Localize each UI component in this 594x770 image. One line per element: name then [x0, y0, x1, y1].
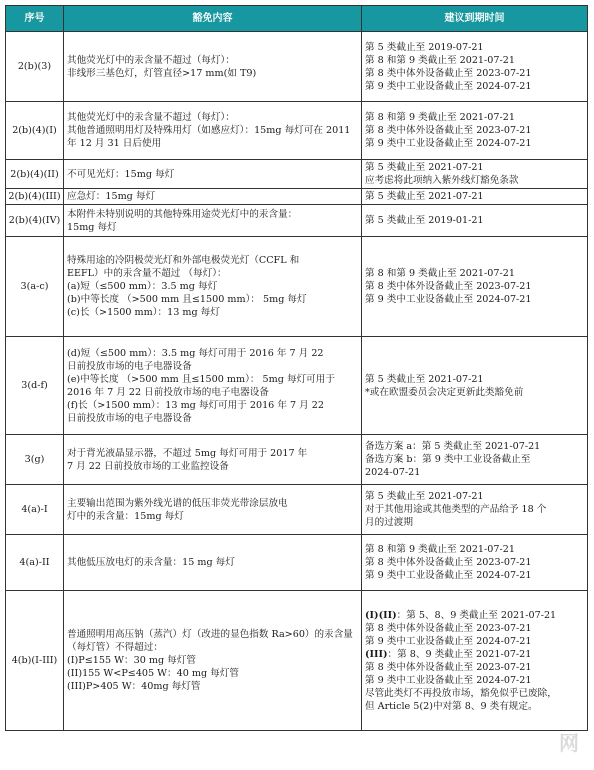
content-line: 应急灯：15mg 每灯	[67, 191, 156, 202]
content-line: 7 月 22 日前投放市场的工业监控设备	[67, 460, 229, 472]
content-line: 普通照明用高压钠（蒸汽）灯（改进的显色指数 Ra>60）的汞含量（每灯管）不得超过：	[67, 629, 353, 653]
expiry-line: 备选方案 a：第 5 类截止至 2021-07-21	[365, 441, 541, 452]
content-line: 日前投放市场的电子电器设备	[67, 360, 192, 372]
header-suggested-expiry: 建议到期时间	[362, 6, 588, 32]
row-number: 2(b)(3)	[6, 32, 64, 102]
content-line: 日前投放市场的电子电器设备	[67, 412, 192, 424]
expiry-line: 第 8 类中体外设备截止至 2023-07-21	[365, 622, 532, 634]
expiry-line: 第 8 和第 9 类截止至 2021-07-21	[365, 54, 515, 66]
table-body	[6, 32, 588, 731]
expiry-line: (III)：第 8、9 类截止至 2021-07-21	[365, 648, 532, 660]
exemption-content-cell	[64, 237, 362, 337]
table-row	[6, 435, 588, 485]
content-line: (b)中等长度 （>500 mm 且≤1500 mm）： 5mg 每灯	[67, 294, 307, 305]
exemption-table	[5, 5, 588, 731]
expiry-line: 第 8 类中体外设备截止至 2023-07-21	[365, 125, 532, 136]
content-line: 其他荧光灯中的汞含量不超过（每灯）：	[67, 54, 235, 66]
table-row	[6, 189, 588, 205]
exemption-content-cell	[64, 160, 362, 189]
row-number: 3(d-f)	[6, 337, 64, 435]
expiry-line: 第 5 类截止至 2021-07-21	[365, 162, 484, 173]
content-line: (c)长（>1500 mm）：13 mg 每灯	[67, 307, 220, 318]
content-line: 其他荧光灯中的汞含量不超过（每灯）：	[67, 112, 235, 123]
content-line: (a)短（≤500 mm）：3.5 mg 每灯	[67, 281, 218, 292]
expiry-line: 第 5 类截止至 2021-07-21	[365, 491, 484, 502]
exemption-content-cell	[64, 485, 362, 535]
row-number: 2(b)(4)(I)	[6, 102, 64, 160]
expiry-line: 第 8 和第 9 类截止至 2021-07-21	[365, 268, 515, 279]
expiry-line: 第 8 和第 9 类截止至 2021-07-21	[365, 544, 515, 555]
expiry-cell	[362, 535, 588, 591]
row-number: 2(b)(4)(III)	[6, 189, 64, 205]
expiry-cell	[362, 102, 588, 160]
expiry-cell	[362, 435, 588, 485]
expiry-line: 第 9 类中工业设备截止至 2024-07-21	[365, 635, 532, 647]
content-line: 特殊用途的冷阴极荧光灯和外部电极荧光灯（CCFL 和	[67, 255, 300, 266]
expiry-line: 第 5 类截止至 2021-07-21	[365, 191, 484, 202]
content-line: (III)P>405 W：40mg 每灯管	[67, 681, 201, 692]
table-row	[6, 591, 588, 731]
expiry-cell	[362, 237, 588, 337]
exemption-content-cell	[64, 337, 362, 435]
expiry-line: 第 5 类截止至 2019-01-21	[365, 215, 484, 226]
table-row	[6, 205, 588, 237]
expiry-line: 第 9 类中工业设备截止至 2024-07-21	[365, 674, 532, 686]
expiry-line: 第 9 类中工业设备截止至 2024-07-21	[365, 294, 532, 305]
expiry-line: *或在欧盟委员会决定更新此类豁免前	[365, 386, 524, 398]
content-line: 其他普通照明用灯及特殊用灯（如感应灯）：15mg 每灯可在 2011 年 12 月 31 日后使用	[67, 125, 351, 149]
content-line: 对于背光液晶显示器，不超过 5mg 每灯可用于 2017 年	[67, 447, 308, 459]
expiry-line: 应考虑将此项纳入紫外线灯豁免条款	[365, 175, 519, 186]
expiry-line: 月的过渡期	[365, 517, 413, 528]
expiry-line: 第 8 类中体外设备截止至 2023-07-21	[365, 557, 532, 568]
expiry-cell	[362, 189, 588, 205]
table-row	[6, 237, 588, 337]
exemption-content-cell	[64, 435, 362, 485]
content-line: 本附件未特别说明的其他特殊用途荧光灯中的汞含量：	[67, 208, 298, 220]
table-row	[6, 102, 588, 160]
exemption-content-cell	[64, 535, 362, 591]
content-line: 主要输出范围为紫外线光谱的低压非荧光带涂层放电	[67, 497, 288, 509]
expiry-line: 第 8 和第 9 类截止至 2021-07-21	[365, 112, 515, 123]
table-row	[6, 160, 588, 189]
content-line: 非线形三基色灯，灯管直径>17 mm(如 T9)	[67, 67, 257, 79]
row-number: 3(a-c)	[6, 237, 64, 337]
header-exemption-content: 豁免内容	[64, 6, 362, 32]
expiry-line: 第 9 类中工业设备截止至 2024-07-21	[365, 570, 532, 581]
table-row	[6, 485, 588, 535]
row-number: 4(b)(I-III)	[6, 591, 64, 731]
content-line: 15mg 每灯	[67, 221, 117, 233]
expiry-cell	[362, 591, 588, 731]
content-line: (I)P≤155 W：30 mg 每灯管	[67, 655, 196, 666]
watermark: 网	[559, 731, 580, 755]
expiry-cell	[362, 337, 588, 435]
content-line: 其他低压放电灯的汞含量：15 mg 每灯	[67, 557, 235, 568]
expiry-line: 第 8 类中体外设备截止至 2023-07-21	[365, 661, 532, 673]
row-number: 2(b)(4)(IV)	[6, 205, 64, 237]
content-line: 不可见光灯：15mg 每灯	[67, 168, 175, 180]
expiry-cell	[362, 205, 588, 237]
table-row	[6, 535, 588, 591]
content-line: (II)155 W<P≤405 W：40 mg 每灯管	[67, 668, 239, 679]
exemption-content-cell	[64, 205, 362, 237]
expiry-line: 备选方案 b：第 9 类中工业设备截止至	[365, 454, 531, 465]
expiry-cell	[362, 160, 588, 189]
expiry-cell	[362, 32, 588, 102]
expiry-line: 但 Article 5(2)中对第 8、9 类有规定。	[365, 700, 538, 712]
row-number: 2(b)(4)(II)	[6, 160, 64, 189]
expiry-line: 2024-07-21	[365, 467, 421, 478]
exemption-content-cell	[64, 189, 362, 205]
expiry-line: 对于其他用途或其他类型的产品给予 18 个	[365, 504, 547, 515]
row-number: 4(a)-II	[6, 535, 64, 591]
expiry-line: 第 9 类中工业设备截止至 2024-07-21	[365, 80, 532, 92]
content-line: (d)短（≤500 mm）：3.5 mg 每灯可用于 2016 年 7 月 22	[67, 347, 324, 359]
expiry-cell	[362, 485, 588, 535]
row-number: 3(g)	[6, 435, 64, 485]
expiry-line: 第 8 类中体外设备截止至 2023-07-21	[365, 67, 532, 79]
header-number: 序号	[6, 6, 64, 32]
expiry-line: 第 9 类中工业设备截止至 2024-07-21	[365, 138, 532, 149]
expiry-line: 第 8 类中体外设备截止至 2023-07-21	[365, 281, 532, 292]
table-header-row	[6, 6, 588, 32]
content-line: EEFL）中的汞含量不超过 （每灯）：	[67, 268, 227, 279]
exemption-content-cell	[64, 102, 362, 160]
exemption-content-cell	[64, 591, 362, 731]
exemption-content-cell	[64, 32, 362, 102]
table-row	[6, 337, 588, 435]
expiry-line: 第 5 类截止至 2019-07-21	[365, 41, 484, 53]
content-line: (f)长（>1500 mm）：13 mg 每灯可用于 2016 年 7 月 22	[67, 399, 324, 411]
expiry-line: 第 5 类截止至 2021-07-21	[365, 373, 484, 385]
expiry-line: 尽管此类灯不再投放市场，豁免似乎已废除，	[365, 687, 557, 699]
content-line: 灯中的汞含量：15mg 每灯	[67, 510, 184, 522]
content-line: (e)中等长度 （>500 mm 且≤1500 mm）： 5mg 每灯可用于 2016 年 7 月 22 日前投放市场的电子电器设备	[67, 373, 335, 398]
row-number: 4(a)-I	[6, 485, 64, 535]
expiry-line: (I)(II)：第 5、8、9 类截止至 2021-07-21	[365, 609, 557, 621]
table-row	[6, 32, 588, 102]
